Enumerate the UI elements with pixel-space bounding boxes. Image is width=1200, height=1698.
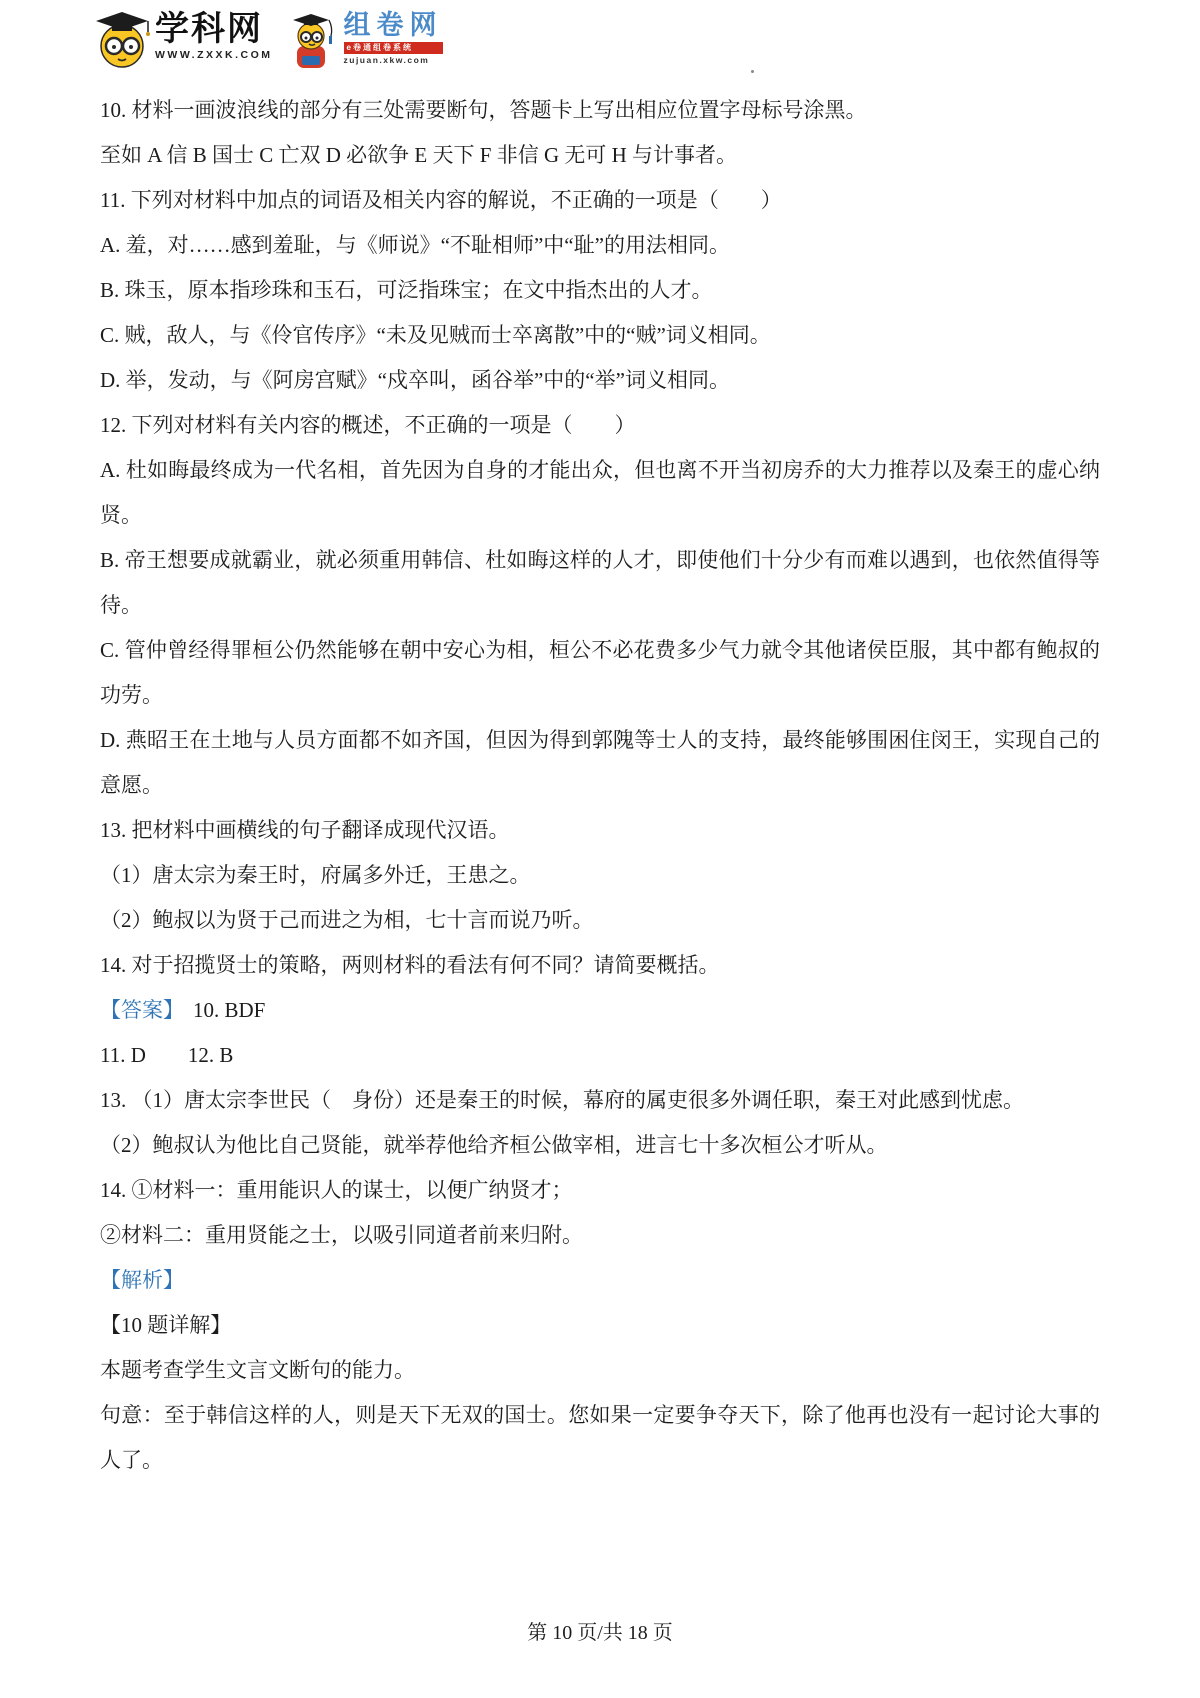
answer-label: 【答案】 [100,998,184,1022]
question-12-option-b: B. 帝王想要成就霸业，就必须重用韩信、杜如晦这样的人才，即使他们十分少有而难以遇到，也依然值得等待。 [100,548,1100,617]
question-14-stem: 14. 对于招揽贤士的策略，两则材料的看法有何不同？请简要概括。 [100,953,720,977]
zxxk-logo-name: 学科网 [155,10,263,48]
zxxk-logo [93,10,273,70]
answer-10-text: 10. BDF [193,998,266,1022]
page-footer [0,1616,1200,1645]
answers-line-13-1: 13. （1）唐太宗李世民（ 身份）还是秦王的时候，幕府的属吏很多外调任职，秦王对此感到忧虑。 [100,1088,1024,1112]
question-12-option-a: A. 杜如晦最终成为一代名相，首先因为自身的才能出众，但也离不开当初房乔的大力推荐以及秦王的虚心纳贤。 [100,458,1100,527]
zxxk-logo-url: WWW.ZXXK.COM [155,49,273,61]
question-13-stem: 13. 把材料中画横线的句子翻译成现代汉语。 [100,818,510,842]
zxxk-mascot-icon [93,10,151,70]
analysis-heading [100,1258,1100,1303]
question-11-option-d: D. 举，发动，与《阿房宫赋》“戍卒叫，函谷举”中的“举”词义相同。 [100,368,730,392]
zujuan-logo-banner: e卷通组卷系统 [344,42,443,54]
analysis-label: 【解析】 [100,1268,184,1292]
question-11-option-a: A. 羞，对……感到羞耻，与《师说》“不耻相师”中“耻”的用法相同。 [100,233,730,257]
document-body [100,88,1100,1483]
question-13-sentence-2: （2）鲍叔以为贤于己而进之为相，七十言而说乃听。 [100,908,594,932]
page-number: 第 10 页/共 18 页 [527,1622,673,1644]
question-12-option-d: D. 燕昭王在土地与人员方面都不如齐国，但因为得到郭隗等士人的支持，最终能够围困住闵王，实现自己的意愿。 [100,728,1100,797]
answers-line-10 [100,988,1100,1033]
zujuan-logo-url: zujuan.xkw.com [343,55,430,65]
analysis-q10-point: 本题考查学生文言文断句的能力。 [100,1358,415,1382]
question-12-stem: 12. 下列对材料有关内容的概述，不正确的一项是（ ） [100,413,636,437]
scan-artifact-dot [751,70,754,73]
zujuan-logo [289,10,443,72]
analysis-q10-meaning: 句意：至于韩信这样的人，则是天下无双的国士。您如果一定要争夺天下，除了他再也没有一起讨论大事的人了。 [100,1403,1100,1472]
zujuan-logo-text [344,10,443,65]
answers-line-11-12: 11. D 12. B [100,1043,234,1067]
question-10-stem: 10. 材料一画波浪线的部分有三处需要断句，答题卡上写出相应位置字母标号涂黑。 [100,98,867,122]
question-12-option-c: C. 管仲曾经得罪桓公仍然能够在朝中安心为相，桓公不必花费多少气力就令其他诸侯臣服，其中都有鲍叔的功劳。 [100,638,1100,707]
answers-line-13-2: （2）鲍叔认为他比自己贤能，就举荐他给齐桓公做宰相，进言七十多次桓公才听从。 [100,1133,888,1157]
question-13-sentence-1: （1）唐太宗为秦王时，府属多外迁，王患之。 [100,863,531,887]
zujuan-logo-name: 组卷网 [343,10,443,40]
analysis-q10-title: 【10 题详解】 [100,1313,232,1337]
question-10-sentence: 至如 A 信 B 国士 C 亡双 D 必欲争 E 天下 F 非信 G 无可 H 与计事者。 [100,143,738,167]
question-11-option-b: B. 珠玉，原本指珍珠和玉石，可泛指珠宝；在文中指杰出的人才。 [100,278,713,302]
page-header [93,10,443,72]
question-11-option-c: C. 贼，敌人，与《伶官传序》“未及见贼而士卒离散”中的“贼”词义相同。 [100,323,771,347]
question-11-stem: 11. 下列对材料中加点的词语及相关内容的解说，不正确的一项是（ ） [100,188,782,212]
answers-line-14-2: ②材料二：重用贤能之士，以吸引同道者前来归附。 [100,1223,583,1247]
zujuan-mascot-icon [289,10,339,72]
answers-line-14-1: 14. ①材料一：重用能识人的谋士，以便广纳贤才； [100,1178,573,1202]
zxxk-logo-text [155,10,273,61]
